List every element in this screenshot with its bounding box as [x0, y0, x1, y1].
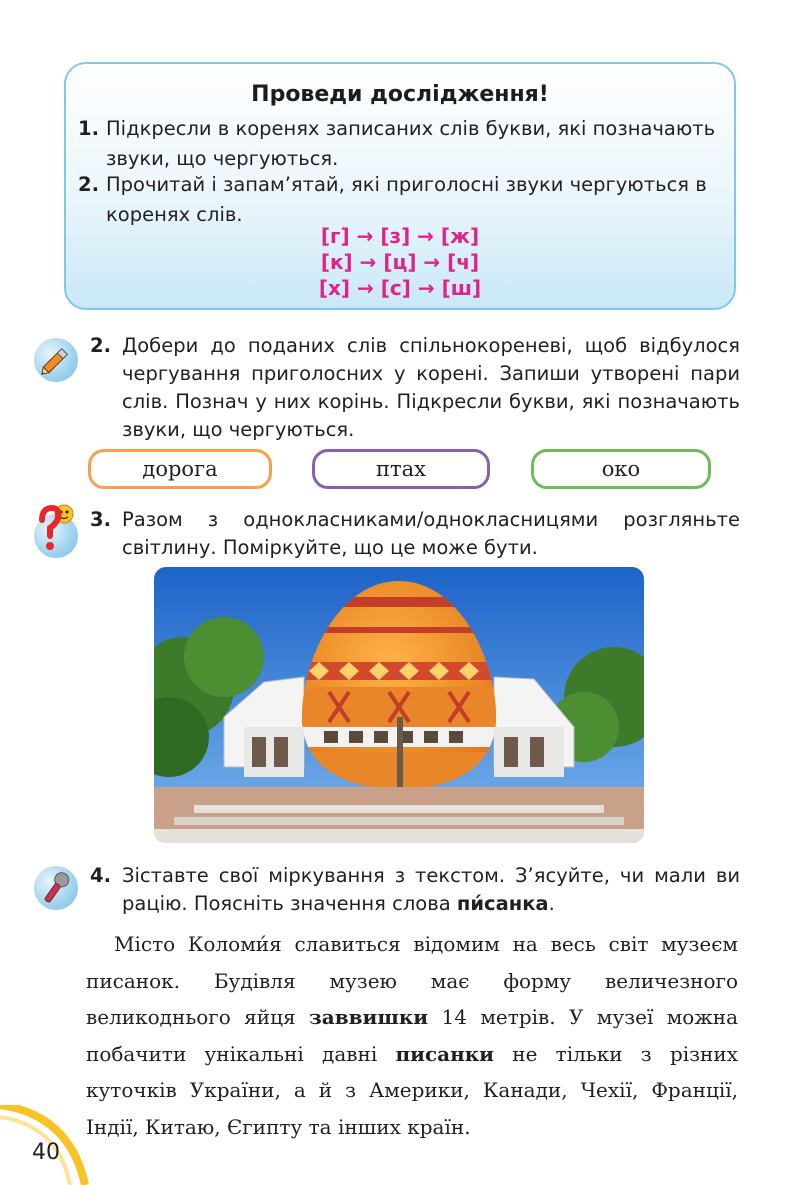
alternation-formula-2: [к] → [ц] → [ч]	[320, 250, 480, 274]
task-number: 3.	[90, 508, 111, 531]
task-2	[90, 332, 740, 444]
word-card-ptakh: птах	[312, 449, 490, 489]
task-text: Разом з однокласниками/однокласницями розгляньте світлину. Поміркуйте, що це може бути.	[122, 508, 740, 559]
task-4-text-after: .	[548, 892, 555, 915]
term-pysanky: писанки	[395, 1041, 495, 1066]
research-item-2	[78, 170, 728, 230]
research-item-text: Підкресли в коренях записаних слів букви, які позначають звуки, що чергуються.	[106, 117, 716, 170]
research-box	[64, 62, 736, 310]
task-text	[122, 862, 740, 918]
question-mascot-icon	[34, 514, 78, 558]
story-part-2: 14 метрів. У музеї можна побачити унікальні давні	[86, 1005, 739, 1066]
pysanka-museum-photo	[154, 567, 644, 843]
term-pysanka: пи́санка	[456, 892, 549, 915]
alternation-formula-1: [г] → [з] → [ж]	[320, 224, 480, 248]
research-item-number: 2.	[78, 173, 99, 196]
word-card-doroha: дорога	[88, 449, 272, 489]
research-item-1	[78, 114, 728, 174]
task-number: 4.	[90, 864, 111, 887]
word-card-oko: око	[531, 449, 711, 489]
task-4	[90, 862, 740, 918]
microphone-icon	[34, 866, 78, 910]
corner-decoration	[0, 1105, 120, 1185]
task-number: 2.	[90, 334, 111, 357]
story-part-1: Місто Коломи́я славиться відомим на весь світ музеєм писанок. Будівля музею має форму величезного великоднього яйця	[86, 932, 738, 1029]
task-4-text-before: Зіставте свої міркування з текстом. З’ясуйте, чи мали ви рацію. Поясніть значення слова	[122, 864, 740, 915]
story-text	[86, 926, 738, 1145]
task-3	[90, 506, 740, 562]
research-item-text: Прочитай і запам’ятай, які приголосні звуки чергуються в коренях слів.	[106, 173, 707, 226]
research-item-number: 1.	[78, 117, 99, 140]
page-number: 40	[32, 1140, 60, 1165]
term-zavvyshky: заввишки	[309, 1005, 429, 1029]
alternation-formula-3: [х] → [с] → [ш]	[318, 276, 482, 300]
story-part-3: не тільки з різних куточків України, а й з Америки, Канади, Чехії, Франції, Індії, Китаю, Єгипту та інших країн.	[86, 1041, 738, 1139]
pen-icon	[34, 338, 78, 382]
task-text: Добери до поданих слів спільнокореневі, щоб відбулося чергування приголосних у корені. Запиши утворені пари слів. Познач у них корінь. Підкресли букви, які позначають звуки, що чергуються.	[122, 334, 740, 441]
research-title: Проведи дослідження!	[251, 82, 549, 107]
